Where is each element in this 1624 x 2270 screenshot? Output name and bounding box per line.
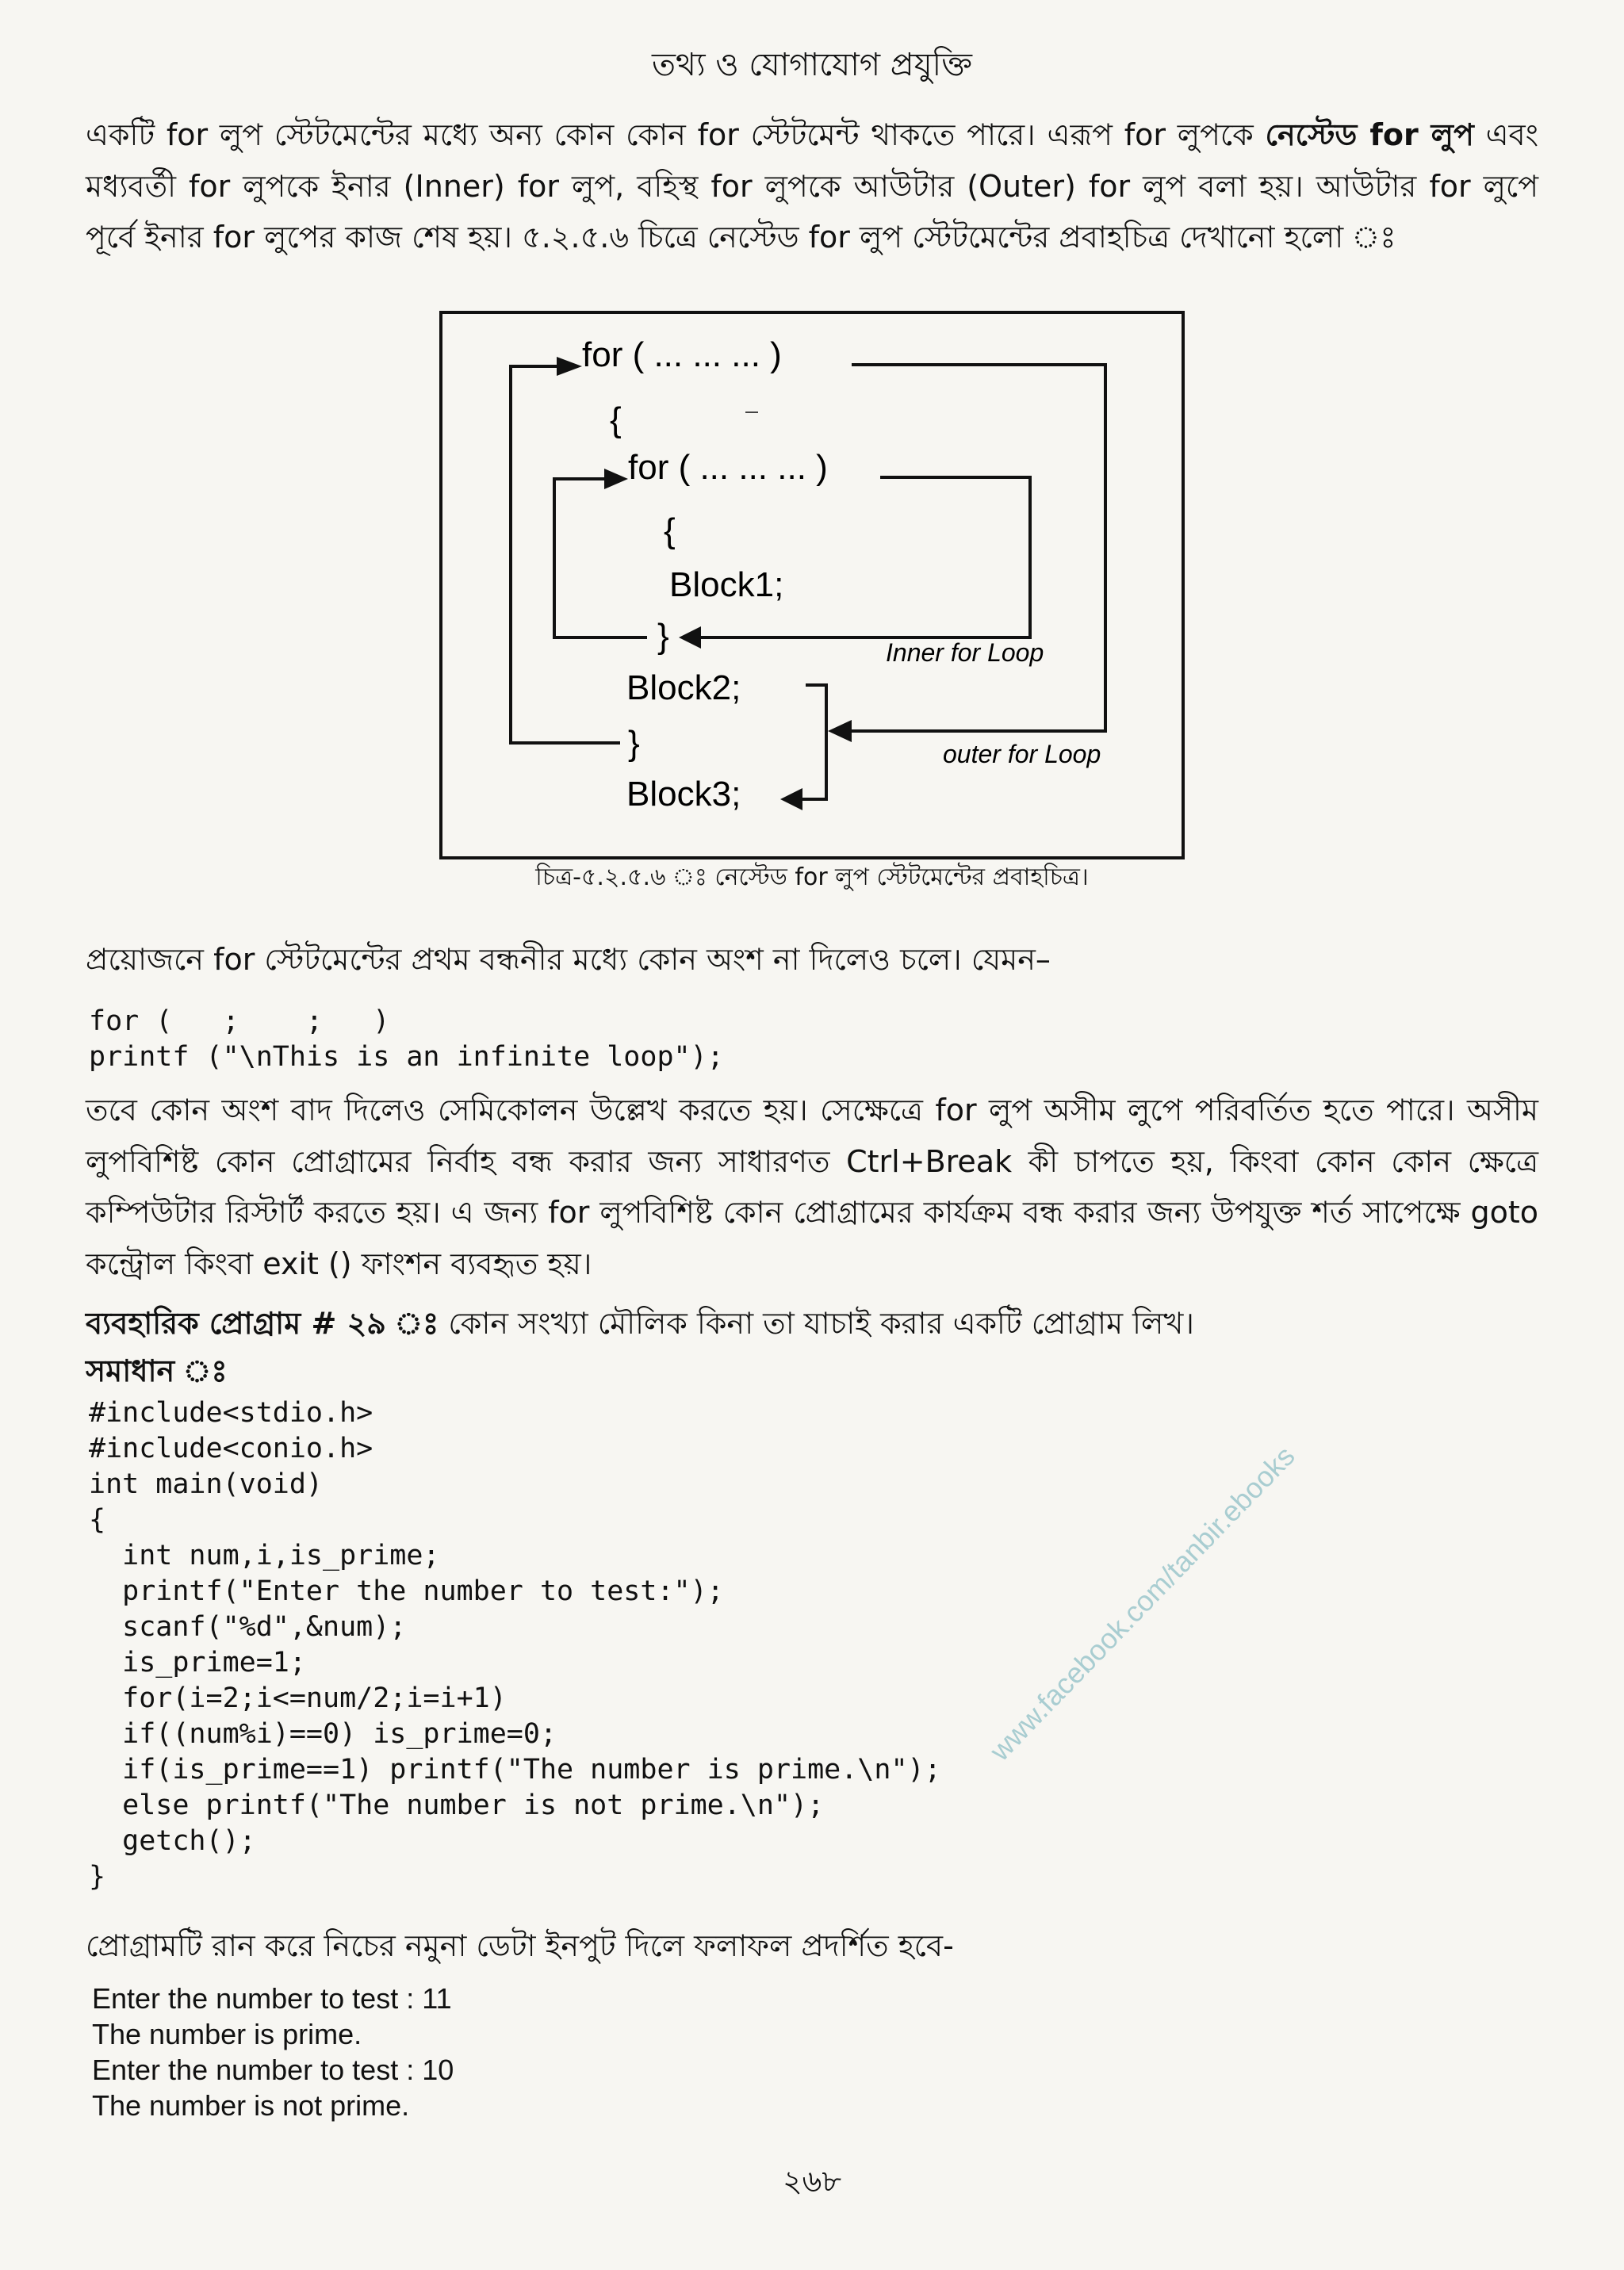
intro-paragraph <box>86 109 1538 263</box>
inner-loop-connector <box>554 477 1030 637</box>
outer-loop-connector <box>511 365 1105 799</box>
inner-close-brace: } <box>657 617 669 656</box>
practical-text: কোন সংখ্যা মৌলিক কিনা তা যাচাই করার একটি প্রোগ্রাম লিখ। <box>439 1306 1194 1341</box>
infinite-loop-code: for ( ; ; ) printf ("\nThis is an infinite loop"); <box>89 1005 724 1073</box>
intro-bold-term: নেস্টেড for লুপ <box>1265 117 1474 152</box>
solution-label: সমাধান ঃ <box>86 1353 228 1388</box>
block1-text: Block1; <box>669 565 784 604</box>
output-intro: প্রোগ্রামটি রান করে নিচের নমুনা ডেটা ইনপুট দিলে ফলাফল প্রদর্শিত হবে- <box>86 1928 954 1963</box>
intro-text-2: এবং মধ্যবর্তী for লুপকে ইনার (Inner) for লুপ, বহিস্থ for লুপকে আউটার (Outer) for লুপ বলা হয়। আউটার for লুপে পূর্বে ইনার for লুপের কাজ শেষ হয়। ৫.২.৫.৬ চিত্রে নেস্টেড for লুপ স্টেটমেন্টের প্রবাহচিত্র দেখানো হলো ঃ <box>86 117 1538 255</box>
page-header: তথ্য ও যোগাযোগ প্রযুক্তি <box>652 47 972 83</box>
nested-loop-figure <box>439 311 1185 859</box>
block2-text: Block2; <box>626 668 741 707</box>
paragraph-3: তবে কোন অংশ বাদ দিলেও সেমিকোলন উল্লেখ করতে হয়। সেক্ষেত্রে for লুপ অসীম লুপে পরিবর্তিত হতে পারে। অসীম লুপবিশিষ্ট কোন প্রোগ্রামের নির্বাহ বন্ধ করার জন্য সাধারণত Ctrl+Break কী চাপতে হয়, কিংবা কোন কোন ক্ষেত্রে কম্পিউটার রিস্টার্ট করতে হয়। এ জন্য for লুপবিশিষ্ট কোন প্রোগ্রামের কার্যক্রম বন্ধ করার জন্য উপযুক্ত শর্ত সাপেক্ষে goto কন্ট্রোল কিংবা exit () ফাংশন ব্যবহৃত হয়। <box>86 1093 1538 1281</box>
page-number: ২৬৮ <box>782 2164 842 2199</box>
output-line: Enter the number to test : 10 <box>92 2054 454 2086</box>
output-line: The number is not prime. <box>92 2089 410 2122</box>
inner-loop-label: Inner for Loop <box>886 638 1044 667</box>
output-line: Enter the number to test : 11 <box>92 1982 452 2015</box>
inner-for-text: for ( ... ... ... ) <box>628 448 828 487</box>
inner-open-brace: { <box>664 511 676 550</box>
figure-frame <box>441 312 1183 858</box>
inner-entry-arrow <box>604 469 628 489</box>
outer-return-arrow <box>828 720 852 742</box>
practical-label: ব্যবহারিক প্রোগ্রাম # ২৯ ঃ <box>86 1306 439 1341</box>
intro-text-1: একটি for লুপ স্টেটমেন্টের মধ্যে অন্য কোন কোন for স্টেটমেন্ট থাকতে পারে। এরূপ for লুপকে <box>86 117 1266 152</box>
block3-text: Block3; <box>626 775 741 813</box>
outer-loop-label: outer for Loop <box>943 740 1101 768</box>
output-line: The number is prime. <box>92 2018 362 2050</box>
outer-close-brace: } <box>628 724 640 763</box>
figure-caption: চিত্র-৫.২.৫.৬ ঃ নেস্টেড for লুপ স্টেটমেন্টের প্রবাহচিত্র। <box>535 863 1089 891</box>
sample-output <box>92 1981 454 2123</box>
block3-arrow <box>780 788 802 810</box>
nested-loop-flowchart <box>439 311 1185 859</box>
outer-entry-arrow <box>557 357 582 376</box>
inner-return-arrow <box>679 626 701 649</box>
watermark: www.facebook.com/tanbir.ebooks <box>983 1439 1301 1767</box>
solution-heading <box>86 1348 228 1399</box>
outer-for-text: for ( ... ... ... ) <box>582 335 782 374</box>
practical-program-heading <box>86 1300 1194 1351</box>
prime-program-code: #include<stdio.h> #include<conio.h> int main(void) { int num,i,is_prime; printf("Enter the number to test:"); scanf("%d",&num); is_prime=1; for(i=2;i<=num/2;i=i+1) if((num%i)==0) is_prime=0; if(is_prime==1) printf("The number is prime.\n"); else printf("The number is not prime.\n"); getch(); } <box>89 1397 941 1893</box>
outer-open-brace: { <box>610 400 622 439</box>
paragraph-2: প্রয়োজনে for স্টেটমেন্টের প্রথম বন্ধনীর মধ্যে কোন অংশ না দিলেও চলে। যেমন– <box>86 942 1051 977</box>
